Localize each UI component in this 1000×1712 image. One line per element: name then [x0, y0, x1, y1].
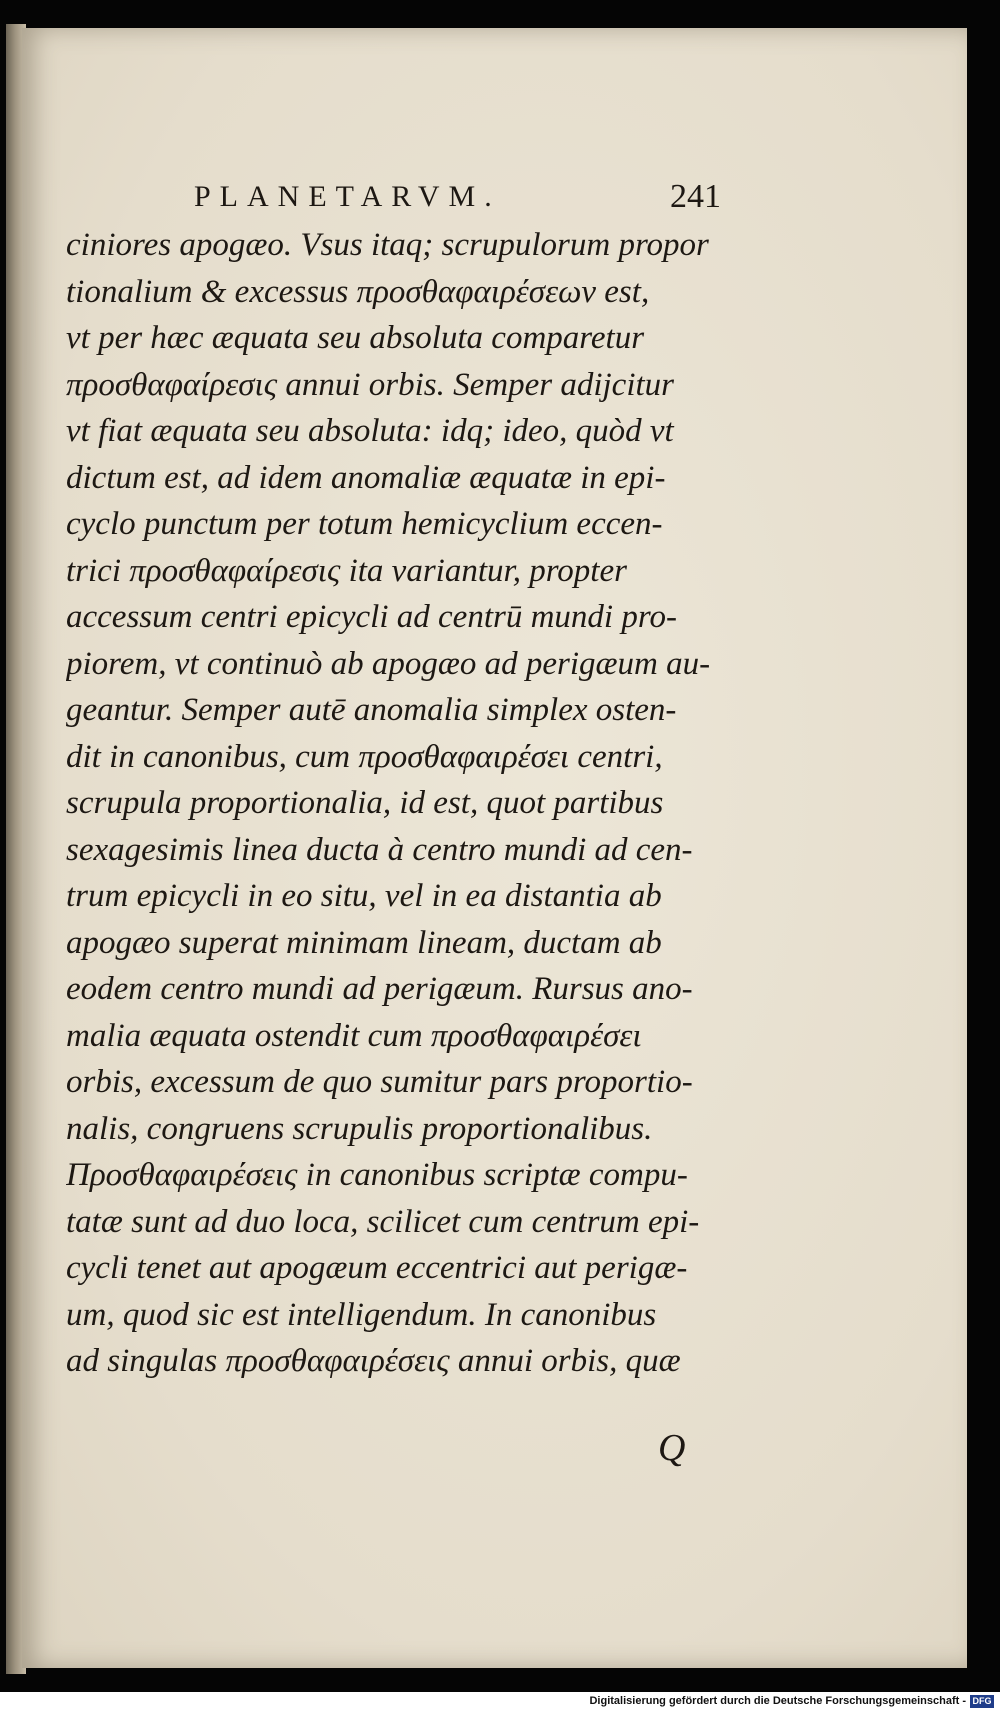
text-line: tatæ sunt ad duo loca, scilicet cum centrum epi- — [66, 1203, 700, 1240]
text-line: trum epicycli in eo situ, vel in ea distantia ab — [66, 878, 662, 914]
text-line: cyclo punctum per totum hemicyclium eccen- — [66, 506, 663, 542]
text-line: nalis, congruens scrupulis proportionalibus. — [66, 1110, 653, 1147]
text-line: orbis, excessum de quo sumitur pars proportio- — [66, 1064, 693, 1100]
text-line: ad singulas προσθαφαιρέσεις annui orbis, quæ — [66, 1343, 681, 1379]
footer-bar — [0, 1692, 1000, 1712]
funding-credit: Digitalisierung gefördert durch die Deutsche Forschungsgemeinschaft - — [589, 1695, 966, 1707]
text-line: cycli tenet aut apogæum eccentrici aut perigæ- — [66, 1250, 688, 1286]
text-line: piorem, vt continuò ab apogæo ad perigæum au- — [66, 645, 711, 682]
body-text — [66, 222, 736, 1385]
text-line: Προσθαφαιρέσεις in canonibus scriptæ compu- — [66, 1157, 688, 1193]
book-page — [22, 28, 967, 1668]
page-number: 241 — [670, 178, 721, 215]
dfg-logo: DFG — [970, 1695, 994, 1708]
text-line: eodem centro mundi ad perigæum. Rursus ano- — [66, 971, 693, 1007]
text-line: scrupula proportionalia, id est, quot partibus — [66, 785, 664, 821]
text-line: tionalium & excessus προσθαφαιρέσεων est, — [66, 273, 650, 310]
text-line: dictum est, ad idem anomaliæ æquatæ in epi- — [66, 459, 666, 496]
text-line: sexagesimis linea ducta à centro mundi ad cen- — [66, 831, 693, 868]
text-line: προσθαφαίρεσις annui orbis. Semper adijcitur — [66, 366, 675, 403]
text-line: accessum centri epicycli ad centrū mundi pro- — [66, 599, 677, 635]
text-line: um, quod sic est intelligendum. In canonibus — [66, 1296, 657, 1333]
signature-mark: Q — [658, 1427, 686, 1469]
text-line: dit in canonibus, cum προσθαφαιρέσει centri, — [66, 738, 663, 775]
text-line: geantur. Semper autē anomalia simplex osten- — [66, 692, 677, 728]
text-line: ciniores apogæo. Vsus itaq; scrupulorum propor — [66, 227, 709, 263]
text-line: malia æquata ostendit cum προσθαφαιρέσει — [66, 1017, 642, 1054]
text-line: vt per hæc æquata seu absoluta comparetur — [66, 320, 645, 356]
text-line: trici προσθαφαίρεσις ita variantur, propter — [66, 552, 627, 589]
running-head: PLANETARVM. — [194, 180, 501, 213]
text-line: apogæo superat minimam lineam, ductam ab — [66, 924, 662, 961]
text-line: vt fiat æquata seu absoluta: idq; ideo, quòd vt — [66, 413, 674, 449]
